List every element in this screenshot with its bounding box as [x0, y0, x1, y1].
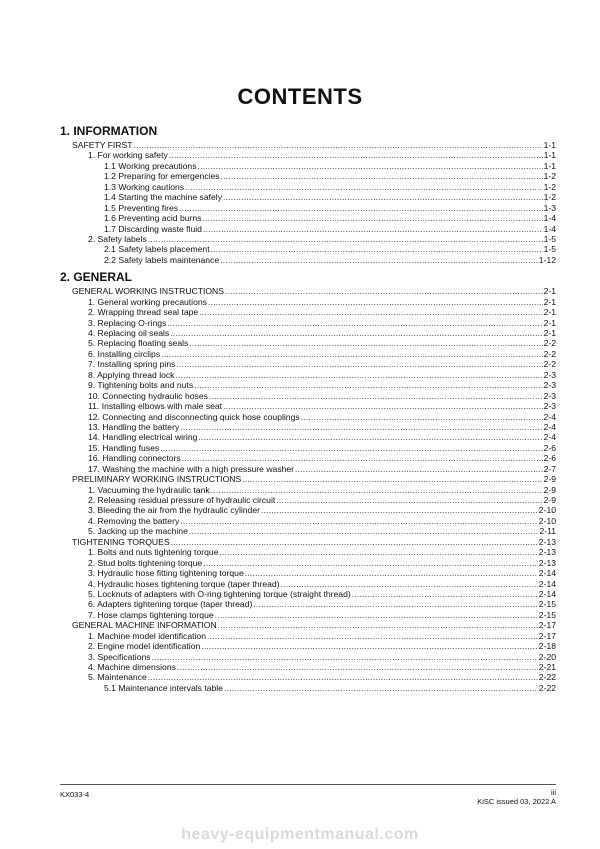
dot-leader	[209, 391, 543, 401]
toc-entry[interactable]	[60, 412, 556, 422]
toc-entry-page: 1-4	[543, 223, 556, 234]
toc-entry[interactable]	[60, 599, 556, 609]
toc-entry[interactable]	[60, 150, 556, 160]
toc-entry-page: 2-1	[543, 286, 556, 297]
dot-leader	[203, 558, 538, 568]
toc-entry-title: 9. Tightening bolts and nuts	[88, 380, 194, 391]
toc-entry-title: 5. Jacking up the machine	[88, 526, 188, 537]
toc-entry-page: 2-9	[543, 474, 556, 485]
section-heading: 2. GENERAL	[60, 270, 133, 285]
toc-entry[interactable]	[60, 318, 556, 328]
dot-leader	[242, 474, 542, 484]
toc-entry-page: 2-4	[543, 411, 556, 422]
toc-entry-page: 2-14	[538, 578, 556, 589]
toc-entry-title: 4. Removing the battery	[88, 515, 180, 526]
toc-entry-page: 1-5	[543, 233, 556, 244]
toc-entry[interactable]	[60, 349, 556, 359]
toc-entry-page: 2-6	[543, 442, 556, 453]
dot-leader	[211, 485, 543, 495]
dot-leader	[352, 589, 538, 599]
toc-section	[60, 270, 556, 693]
toc-entry-page: 2-10	[538, 505, 556, 516]
toc-entry-page: 1-5	[543, 244, 556, 255]
toc-entry-page: 2-4	[543, 432, 556, 443]
toc-entry-page: 2-1	[543, 317, 556, 328]
toc-entry-title: 16. Handling connectors	[88, 453, 181, 464]
page-title: CONTENTS	[237, 84, 363, 109]
toc-entry-title: PRELIMINARY WORKING INSTRUCTIONS	[72, 474, 242, 485]
toc-entry-title: SAFETY FIRST	[72, 140, 133, 150]
toc-entry-title: 1.2 Preparing for emergencies	[104, 171, 220, 182]
toc-entry-page: 2-14	[538, 588, 556, 599]
toc-entry-title: 2. Wrapping thread seal tape	[88, 307, 199, 318]
toc-entry[interactable]	[60, 182, 556, 192]
dot-leader	[218, 620, 538, 630]
toc-entry-title: 8. Applying thread lock	[88, 369, 175, 380]
toc-entry[interactable]	[60, 589, 556, 599]
dot-leader	[167, 318, 542, 328]
dot-leader	[198, 161, 543, 171]
toc-entry-page: 2-22	[538, 682, 556, 693]
toc-entry-page: 2-2	[543, 338, 556, 349]
toc-entry-page: 2-13	[538, 536, 556, 547]
toc-entry-page: 2-1	[543, 307, 556, 318]
toc-entry-page: 2-10	[538, 515, 556, 526]
toc-entry[interactable]	[60, 338, 556, 348]
toc-entry-title: TIGHTENING TORQUES	[72, 536, 170, 547]
toc-entry-title: 1.3 Working cautions	[104, 181, 185, 192]
toc-entry-title: 11. Installing elbows with male seat	[88, 401, 223, 412]
toc-entry[interactable]	[60, 370, 556, 380]
toc-entry[interactable]	[60, 328, 556, 338]
dot-leader	[276, 495, 542, 505]
toc-entry[interactable]	[60, 140, 556, 150]
toc-entry[interactable]	[60, 234, 556, 244]
dot-leader	[148, 234, 543, 244]
dot-leader	[198, 432, 542, 442]
toc-entry-title: 4. Machine dimensions	[88, 662, 176, 672]
toc-entry-page: 2-20	[538, 651, 556, 662]
dot-leader	[208, 297, 543, 307]
toc-entry-page: 1-1	[543, 150, 556, 161]
toc-entry-page: 2-13	[538, 547, 556, 558]
toc-entry-title: GENERAL WORKING INSTRUCTIONS	[72, 286, 224, 297]
toc-entry[interactable]	[60, 474, 556, 484]
toc-entry-title: 1. General working precautions	[88, 296, 207, 307]
dot-leader	[199, 307, 542, 317]
toc-entry[interactable]	[60, 422, 556, 432]
toc-entry[interactable]	[60, 255, 556, 265]
toc-entry[interactable]	[60, 464, 556, 474]
watermark: heavy-equipmentmanual.com	[181, 826, 419, 843]
toc-entry-page: 2-4	[543, 421, 556, 432]
dot-leader	[219, 547, 537, 557]
toc-entry-title: 2. Releasing residual pressure of hydraulic circuit	[88, 495, 276, 505]
toc-entry[interactable]	[60, 171, 556, 181]
toc-entry-title: 10. Connecting hydraulic hoses	[88, 390, 208, 401]
toc-entry-title: 17. Washing the machine with a high pressure washer	[88, 463, 295, 474]
toc-entry[interactable]	[60, 526, 556, 536]
toc-entry-page: 2-7	[543, 463, 556, 474]
toc-entry-title: 3. Replacing O-rings	[88, 317, 167, 328]
footer-divider	[60, 784, 556, 785]
dot-leader	[221, 171, 543, 181]
toc-entry-page: 1-2	[543, 192, 556, 203]
toc-entry[interactable]	[60, 161, 556, 171]
toc-entry[interactable]	[60, 579, 556, 589]
dot-leader	[253, 599, 537, 609]
dot-leader	[182, 453, 543, 463]
footer-issue: KiSC issued 03, 2022 A	[477, 797, 556, 806]
dot-leader	[175, 370, 542, 380]
toc-entry[interactable]	[60, 495, 556, 505]
dot-leader	[223, 192, 543, 202]
toc-entry[interactable]	[60, 547, 556, 557]
dot-leader	[202, 213, 542, 223]
dot-leader	[194, 380, 542, 390]
dot-leader	[201, 641, 538, 651]
toc-section	[60, 124, 556, 265]
toc-entry-title: 14. Handling electrical wiring	[88, 432, 198, 443]
dot-leader	[301, 412, 543, 422]
dot-leader	[161, 349, 542, 359]
toc-entry-page: 1-2	[543, 181, 556, 192]
toc-entry-page: 2-9	[543, 484, 556, 495]
toc-entry-title: 7. Hose clamps tightening torque	[88, 609, 214, 620]
toc-entry[interactable]	[60, 297, 556, 307]
toc-entry-title: 4. Replacing oil seals	[88, 328, 170, 338]
dot-leader	[281, 579, 538, 589]
toc-entry[interactable]	[60, 620, 556, 630]
toc-entry[interactable]	[60, 568, 556, 578]
toc-entry[interactable]	[60, 453, 556, 463]
toc-entry-page: 2-3	[543, 390, 556, 401]
toc-entry[interactable]	[60, 662, 556, 672]
toc-entry[interactable]	[60, 203, 556, 213]
toc-entry-title: 13. Handling the battery	[88, 421, 180, 432]
toc-entry-title: 3. Specifications	[88, 651, 151, 662]
toc-entry-title: 1. Machine model identification	[88, 630, 206, 641]
toc-entry[interactable]	[60, 380, 556, 390]
toc-entry[interactable]	[60, 401, 556, 411]
toc-entry-page: 2-1	[543, 328, 556, 338]
toc-entry[interactable]	[60, 558, 556, 568]
toc-entry-title: 4. Hydraulic hoses tightening torque (taper thread)	[88, 578, 280, 589]
dot-leader	[180, 516, 538, 526]
toc-entry-title: 2.2 Safety labels maintenance	[104, 254, 220, 265]
dot-leader	[215, 610, 538, 620]
toc-entry[interactable]	[60, 432, 556, 442]
toc-entry-page: 2-2	[543, 359, 556, 370]
toc-entry-page: 1-1	[543, 160, 556, 171]
toc-entry-page: 2-15	[538, 599, 556, 610]
toc-entry[interactable]	[60, 631, 556, 641]
dot-leader	[176, 359, 542, 369]
toc-entry[interactable]	[60, 485, 556, 495]
toc-entry[interactable]	[60, 652, 556, 662]
footer-doc-id: KX033-4	[60, 790, 90, 799]
dot-leader	[169, 150, 543, 160]
toc-entry[interactable]	[60, 641, 556, 651]
section-heading: 1. INFORMATION	[60, 124, 158, 138]
toc-entry-page: 2-17	[538, 630, 556, 641]
dot-leader	[225, 286, 543, 296]
toc-entry-page: 2-6	[543, 453, 556, 464]
toc-entry-page: 1-1	[543, 140, 556, 150]
dot-leader	[170, 328, 542, 338]
dot-leader	[171, 537, 538, 547]
toc-entry-title: 1.6 Preventing acid burns	[104, 213, 202, 224]
toc-entry-page: 1-2	[543, 171, 556, 182]
toc-entry-page: 2-1	[543, 296, 556, 307]
toc-entry-page: 1-3	[543, 202, 556, 213]
dot-leader	[180, 422, 542, 432]
toc-entry-title: 1.1 Working precautions	[104, 160, 197, 171]
dot-leader	[224, 683, 538, 693]
dot-leader	[189, 526, 539, 536]
toc-entry[interactable]	[60, 307, 556, 317]
dot-leader	[179, 203, 543, 213]
toc-entry-title: 6. Adapters tightening torque (taper thread)	[88, 599, 253, 610]
toc-entry[interactable]	[60, 359, 556, 369]
toc-entry-title: 2. Engine model identification	[88, 641, 201, 652]
dot-leader	[211, 244, 543, 254]
toc-entry-title: 1.5 Preventing fires	[104, 202, 179, 213]
dot-leader	[152, 652, 538, 662]
toc-entry-title: 6. Installing circlips	[88, 348, 161, 359]
toc-entry-page: 2-9	[543, 495, 556, 505]
toc-entry[interactable]	[60, 224, 556, 234]
toc-entry[interactable]	[60, 537, 556, 547]
toc-entry-page: 2-15	[538, 609, 556, 620]
toc-entry[interactable]	[60, 192, 556, 202]
dot-leader	[223, 401, 543, 411]
toc-entry[interactable]	[60, 391, 556, 401]
toc-entry-page: 2-13	[538, 557, 556, 568]
toc-entry-page: 2-18	[538, 641, 556, 652]
toc-entry[interactable]	[60, 672, 556, 682]
toc-entry[interactable]	[60, 443, 556, 453]
table-of-contents	[60, 124, 556, 698]
dot-leader	[203, 224, 543, 234]
dot-leader	[295, 464, 543, 474]
toc-entry-title: 2. Stud bolts tightening torque	[88, 557, 203, 568]
toc-entry-page: 2-3	[543, 380, 556, 391]
toc-entry-title: 5. Maintenance	[88, 672, 147, 683]
toc-entry-title: 1.7 Discarding waste fluid	[104, 223, 202, 234]
dot-leader	[133, 140, 542, 150]
toc-entry-title: 1. Bolts and nuts tightening torque	[88, 547, 219, 558]
dot-leader	[207, 631, 538, 641]
toc-entry-title: 12. Connecting and disconnecting quick hose couplings	[88, 411, 300, 422]
toc-entry-title: 1.4 Starting the machine safely	[104, 192, 222, 203]
toc-entry-page: 2-22	[538, 672, 556, 683]
toc-entry[interactable]	[60, 505, 556, 515]
toc-entry-title: 3. Hydraulic hose fitting tightening torque	[88, 568, 244, 579]
toc-entry-title: 7. Installing spring pins	[88, 359, 176, 370]
toc-entry[interactable]	[60, 683, 556, 693]
toc-entry-page: 2-21	[538, 662, 556, 672]
toc-entry-page: 2-17	[538, 620, 556, 631]
toc-entry-title: 5. Locknuts of adapters with O-ring tightening torque (straight thread)	[88, 588, 351, 599]
toc-entry-title: 15. Handling fuses	[88, 442, 160, 453]
dot-leader	[177, 662, 538, 672]
dot-leader	[148, 672, 538, 682]
toc-entry[interactable]	[60, 516, 556, 526]
toc-entry-title: 5. Replacing floating seals	[88, 338, 189, 349]
toc-entry-page: 2-3	[543, 401, 556, 412]
toc-entry-page: 2-2	[543, 348, 556, 359]
dot-leader	[261, 505, 538, 515]
toc-entry-title: 3. Bleeding the air from the hydraulic cylinder	[88, 505, 260, 516]
toc-entry-page: 1-12	[538, 254, 556, 265]
toc-entry-page: 1-4	[543, 213, 556, 224]
dot-leader	[189, 338, 542, 348]
dot-leader	[185, 182, 542, 192]
toc-entry-page: 2-11	[539, 526, 556, 537]
toc-entry[interactable]	[60, 286, 556, 296]
toc-entry-page: 2-3	[543, 369, 556, 380]
toc-entry-title: 2.1 Safety labels placement	[104, 244, 210, 255]
dot-leader	[220, 255, 538, 265]
toc-entry-title: 5.1 Maintenance intervals table	[104, 682, 223, 693]
dot-leader	[160, 443, 542, 453]
toc-entry-title: GENERAL MACHINE INFORMATION	[72, 620, 217, 631]
toc-entry[interactable]	[60, 244, 556, 254]
toc-entry-title: 1. For working safety	[88, 150, 168, 161]
dot-leader	[245, 568, 538, 578]
toc-entry[interactable]	[60, 610, 556, 620]
footer-page-number: iii	[551, 788, 556, 797]
toc-entry-page: 2-14	[538, 568, 556, 579]
toc-entry-title: 1. Vacuuming the hydraulic tank	[88, 484, 210, 495]
toc-entry[interactable]	[60, 213, 556, 223]
toc-entry-title: 2. Safety labels	[88, 233, 147, 244]
